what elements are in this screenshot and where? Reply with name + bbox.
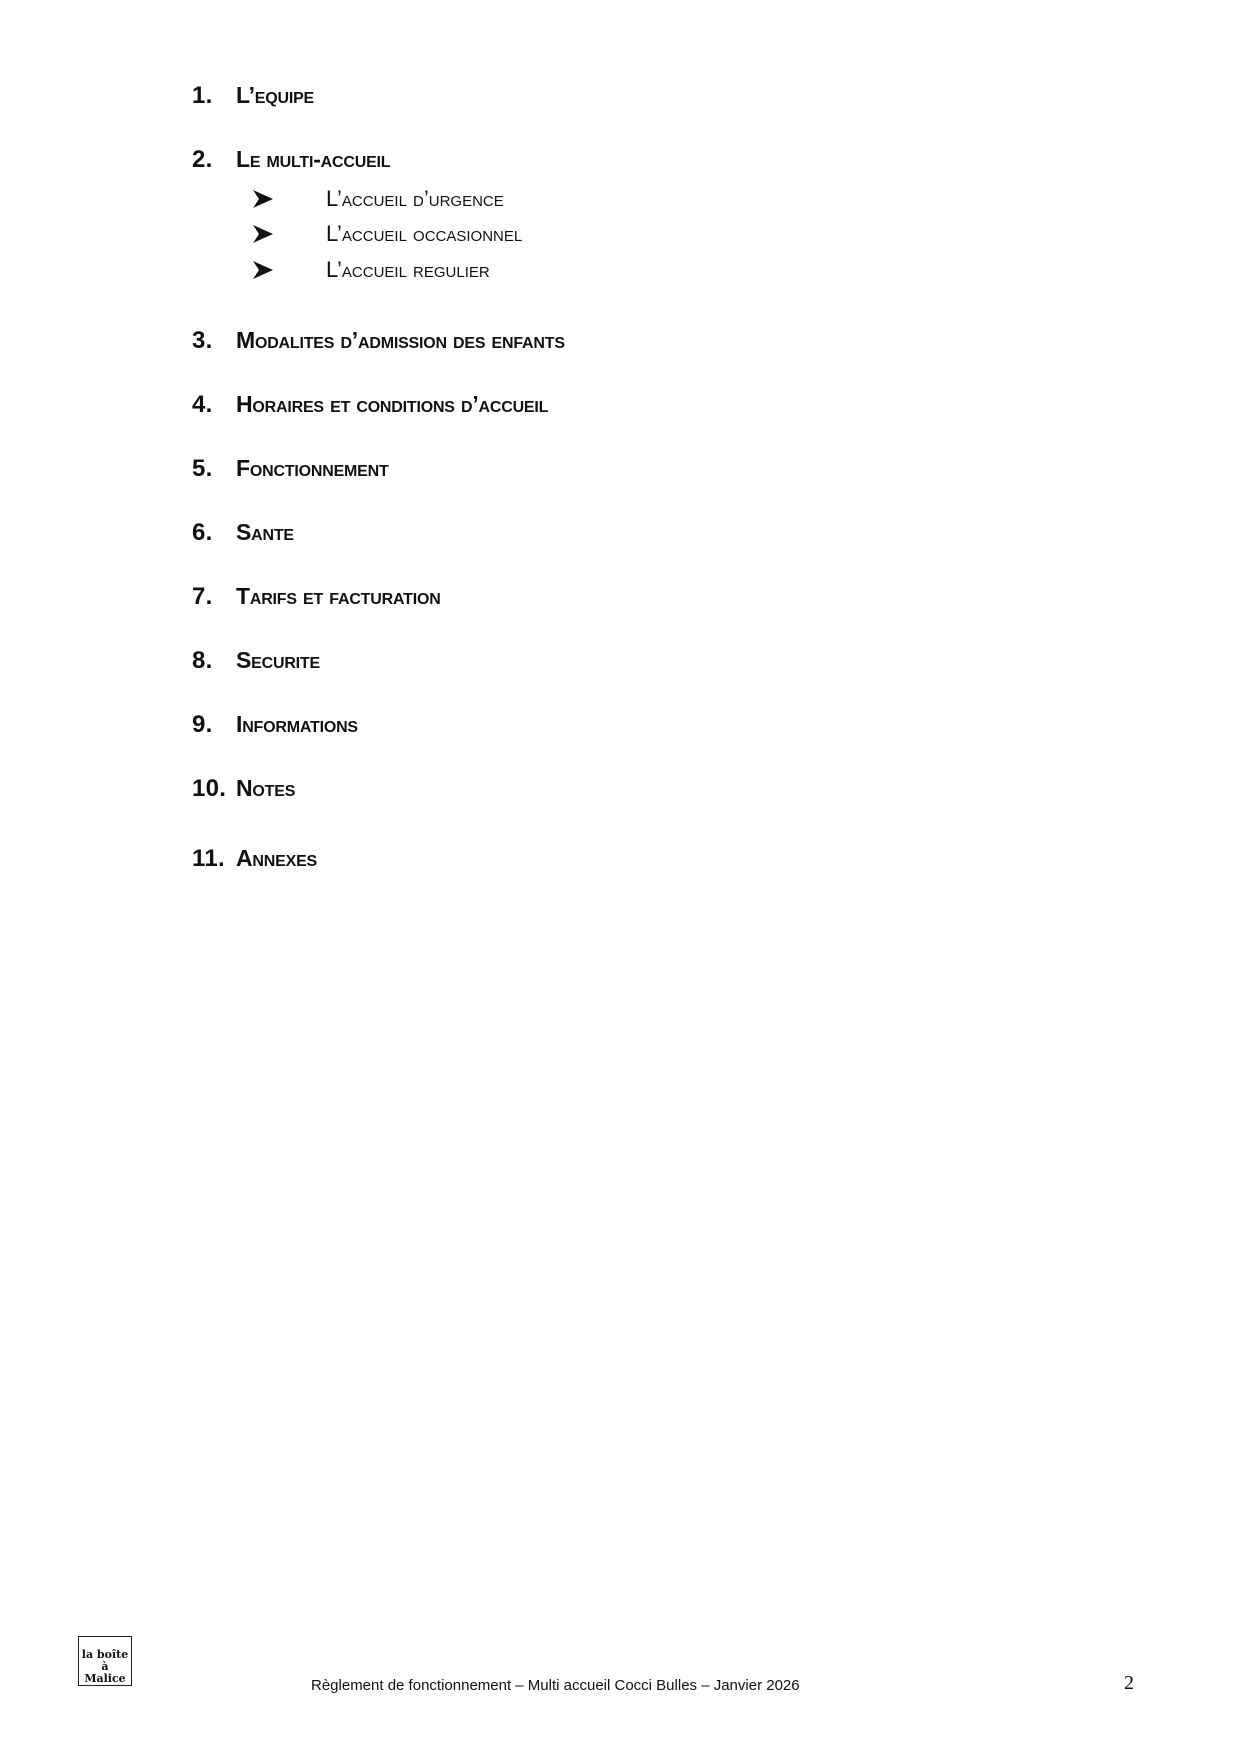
toc-item-number: 7.: [192, 583, 213, 610]
toc-item-9: [192, 711, 358, 739]
toc-item-title: Informations: [236, 711, 358, 737]
toc-item-title: Notes: [236, 775, 296, 801]
toc-item-10: [192, 775, 295, 803]
toc-item-6: [192, 519, 294, 547]
toc-item-number: 5.: [192, 455, 213, 482]
logo-text-line2: à Malice: [84, 1660, 126, 1685]
toc-item-title: L’equipe: [236, 82, 315, 108]
toc-item-title: Horaires et conditions d’accueil: [236, 391, 549, 417]
toc-item-title: Modalites d’admission des enfants: [236, 327, 565, 353]
toc-item-8: [192, 647, 320, 675]
toc-item-title: Sante: [236, 519, 294, 545]
toc-item-11: [192, 845, 317, 873]
toc-item-number: 11.: [192, 845, 225, 872]
arrow-bullet-icon: [252, 188, 274, 210]
toc-item-number: 8.: [192, 647, 213, 674]
toc-item-number: 10.: [192, 775, 227, 802]
toc-subitem-3: [252, 257, 490, 283]
toc-item-5: [192, 455, 389, 483]
toc-item-title: Tarifs et facturation: [236, 583, 441, 609]
toc-item-7: [192, 583, 441, 611]
toc-item-number: 1.: [192, 82, 213, 109]
toc-item-number: 4.: [192, 391, 213, 418]
toc-item-number: 6.: [192, 519, 213, 546]
arrow-bullet-icon: [252, 223, 274, 245]
toc-item-number: 2.: [192, 146, 213, 173]
toc-subitem-1: [252, 186, 504, 212]
toc-item-1: [192, 82, 314, 110]
toc-item-number: 9.: [192, 711, 213, 738]
toc-item-4: [192, 391, 548, 419]
page-number: 2: [1124, 1672, 1134, 1694]
toc-subitem-title: L’accueil d’urgence: [326, 186, 504, 211]
toc-item-title: Securite: [236, 647, 320, 673]
footer-logo: [78, 1636, 132, 1686]
toc-subitem-title: L’accueil occasionnel: [326, 221, 523, 246]
toc-item-title: Le multi-accueil: [236, 146, 391, 172]
toc-subitem-title: L’accueil regulier: [326, 257, 490, 282]
arrow-bullet-icon: [252, 259, 274, 281]
logo-text-line1: la boîte: [81, 1648, 129, 1661]
footer-text: Règlement de fonctionnement – Multi accueil Cocci Bulles – Janvier 2026: [311, 1677, 800, 1694]
toc-item-2: [192, 146, 390, 174]
toc-item-title: Fonctionnement: [236, 455, 389, 481]
toc-item-number: 3.: [192, 327, 213, 354]
toc-item-title: Annexes: [236, 845, 318, 871]
toc-subitem-2: [252, 221, 522, 247]
toc-item-3: [192, 327, 565, 355]
